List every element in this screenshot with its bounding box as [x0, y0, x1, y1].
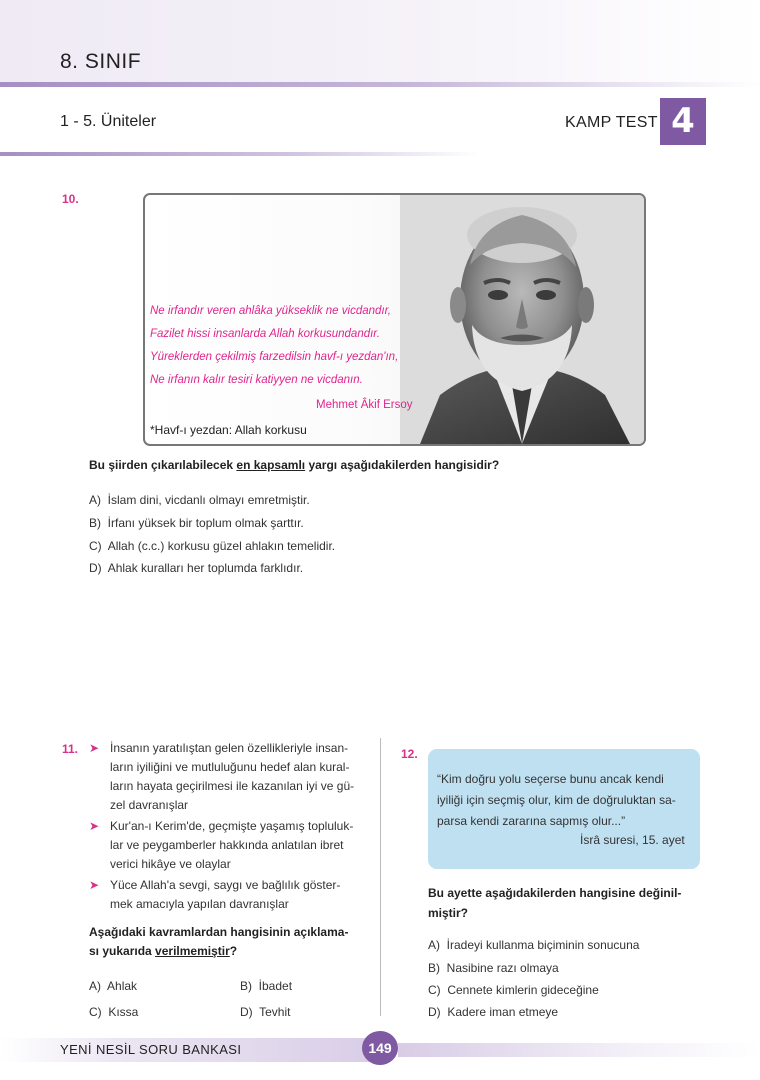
question-stem [89, 923, 348, 961]
answer-option-c[interactable] [89, 539, 335, 553]
option-letter: A) [89, 493, 101, 507]
stem-text: sı yukarıda [89, 944, 156, 958]
poem-line: Ne irfanın kalır tesiri katiyyen ne vicdanın. [150, 374, 363, 386]
bullet-line: Yüce Allah'a sevgi, saygı ve bağlılık göster- [110, 878, 341, 892]
bullet-line: mek amacıyla yapılan davranışlar [110, 897, 289, 911]
section-divider [0, 152, 480, 156]
bullet-item [110, 817, 353, 874]
verse-line: parsa kendi zararına sapmış olur...” [437, 814, 626, 828]
question-stem [89, 458, 499, 472]
option-text: Ahlak [107, 979, 138, 993]
stem-text: miştir? [428, 906, 469, 920]
poem-text [150, 300, 398, 392]
question-number: 11. [62, 742, 79, 756]
verse-line: iyiliği için seçmiş olur, kim de doğruluktan sa- [437, 793, 676, 807]
answer-option-d[interactable] [428, 1005, 558, 1019]
answer-option-b[interactable] [240, 979, 292, 993]
answer-option-a[interactable] [89, 979, 137, 993]
bullet-line: zel davranışlar [110, 798, 189, 812]
book-title: YENİ NESİL SORU BANKASI [60, 1042, 242, 1057]
option-letter: B) [428, 961, 440, 975]
grade-title: 8. SINIF [60, 50, 142, 73]
option-text: Cennete kimlerin gideceğine [447, 983, 599, 997]
poem-line: Yüreklerden çekilmiş farzedilsin havf-ı yezdan'ın, [150, 351, 399, 363]
stem-text: Bu ayette aşağıdakilerden hangisine değinil- [428, 886, 682, 900]
test-label: KAMP TEST [565, 114, 658, 131]
bullet-item [110, 876, 340, 914]
option-letter: C) [89, 1005, 102, 1019]
stem-emphasis: en kapsamlı [236, 458, 306, 472]
footer-band [398, 1043, 760, 1057]
portrait-image [400, 195, 644, 444]
option-text: İslam dini, vicdanlı olmayı emretmiştir. [107, 493, 310, 507]
answer-option-c[interactable] [89, 1005, 138, 1019]
stem-text: yargı aşağıdakilerden hangisidir? [305, 458, 500, 472]
footnote: *Havf-ı yezdan: Allah korkusu [150, 423, 307, 437]
question-number: 10. [62, 192, 79, 206]
bullet-line: ların iyiliğini ve mutluluğunu hedef alan kural- [110, 760, 350, 774]
question-number: 12. [401, 747, 418, 761]
option-text: Tevhit [259, 1005, 291, 1019]
arrow-bullet-icon: ➤ [89, 878, 100, 892]
bullet-line: lar ve peygamberler hakkında anlatılan ibret [110, 838, 344, 852]
verse-line: “Kim doğru yolu seçerse bunu ancak kendi [437, 772, 664, 786]
header-divider [0, 82, 760, 87]
option-text: Kıssa [108, 1005, 139, 1019]
option-letter: C) [428, 983, 441, 997]
poem-line: Ne irfandır veren ahlâka yükseklik ne vicdandır, [150, 305, 391, 317]
answer-option-c[interactable] [428, 983, 599, 997]
bullet-line: verici hikâye ve olaylar [110, 857, 231, 871]
arrow-bullet-icon: ➤ [89, 741, 100, 755]
option-text: İrfanı yüksek bir toplum olmak şarttır. [107, 516, 304, 530]
answer-option-a[interactable] [428, 938, 639, 952]
question-stem [428, 883, 681, 923]
stem-text: Aşağıdaki kavramlardan hangisinin açıklama- [89, 925, 349, 939]
option-letter: D) [89, 561, 102, 575]
option-letter: A) [428, 938, 440, 952]
verse-source: İsrâ suresi, 15. ayet [580, 833, 685, 847]
bullet-line: ların hayata geçirilmesi ile kazanılan iyi ve gü- [110, 779, 355, 793]
stem-text: Bu şiirden çıkarılabilecek [89, 458, 237, 472]
poem-line: Fazilet hissi insanlarda Allah korkusundandır. [150, 328, 380, 340]
answer-option-a[interactable] [89, 493, 310, 507]
column-divider [380, 738, 381, 1016]
option-text: Ahlak kuralları her toplumda farklıdır. [107, 561, 304, 575]
answer-option-b[interactable] [428, 961, 559, 975]
poem-author: Mehmet Âkif Ersoy [316, 399, 413, 411]
page-number: 149 [362, 1031, 398, 1065]
stem-emphasis: verilmemiştir [155, 944, 230, 958]
verse-text [437, 769, 697, 832]
bullet-line: Kur'an-ı Kerim'de, geçmişte yaşamış topluluk- [110, 819, 354, 833]
option-text: Nasibine razı olmaya [446, 961, 559, 975]
option-letter: D) [240, 1005, 253, 1019]
test-number-badge: 4 [660, 98, 706, 145]
arrow-bullet-icon: ➤ [89, 819, 100, 833]
option-letter: C) [89, 539, 102, 553]
answer-option-d[interactable] [240, 1005, 290, 1019]
bullet-item [110, 739, 354, 815]
option-text: Allah (c.c.) korkusu güzel ahlakın temelidir. [107, 539, 336, 553]
option-text: Kadere iman etmeye [447, 1005, 559, 1019]
option-text: İradeyi kullanma biçiminin sonucuna [446, 938, 640, 952]
option-letter: A) [89, 979, 101, 993]
stem-text: ? [229, 944, 238, 958]
units-label: 1 - 5. Üniteler [60, 113, 157, 130]
answer-option-d[interactable] [89, 561, 303, 575]
option-letter: D) [428, 1005, 441, 1019]
option-text: İbadet [258, 979, 293, 993]
bullet-line: İnsanın yaratılıştan gelen özellikleriyle insan- [110, 741, 349, 755]
answer-option-b[interactable] [89, 516, 304, 530]
option-letter: B) [89, 516, 101, 530]
option-letter: B) [240, 979, 252, 993]
